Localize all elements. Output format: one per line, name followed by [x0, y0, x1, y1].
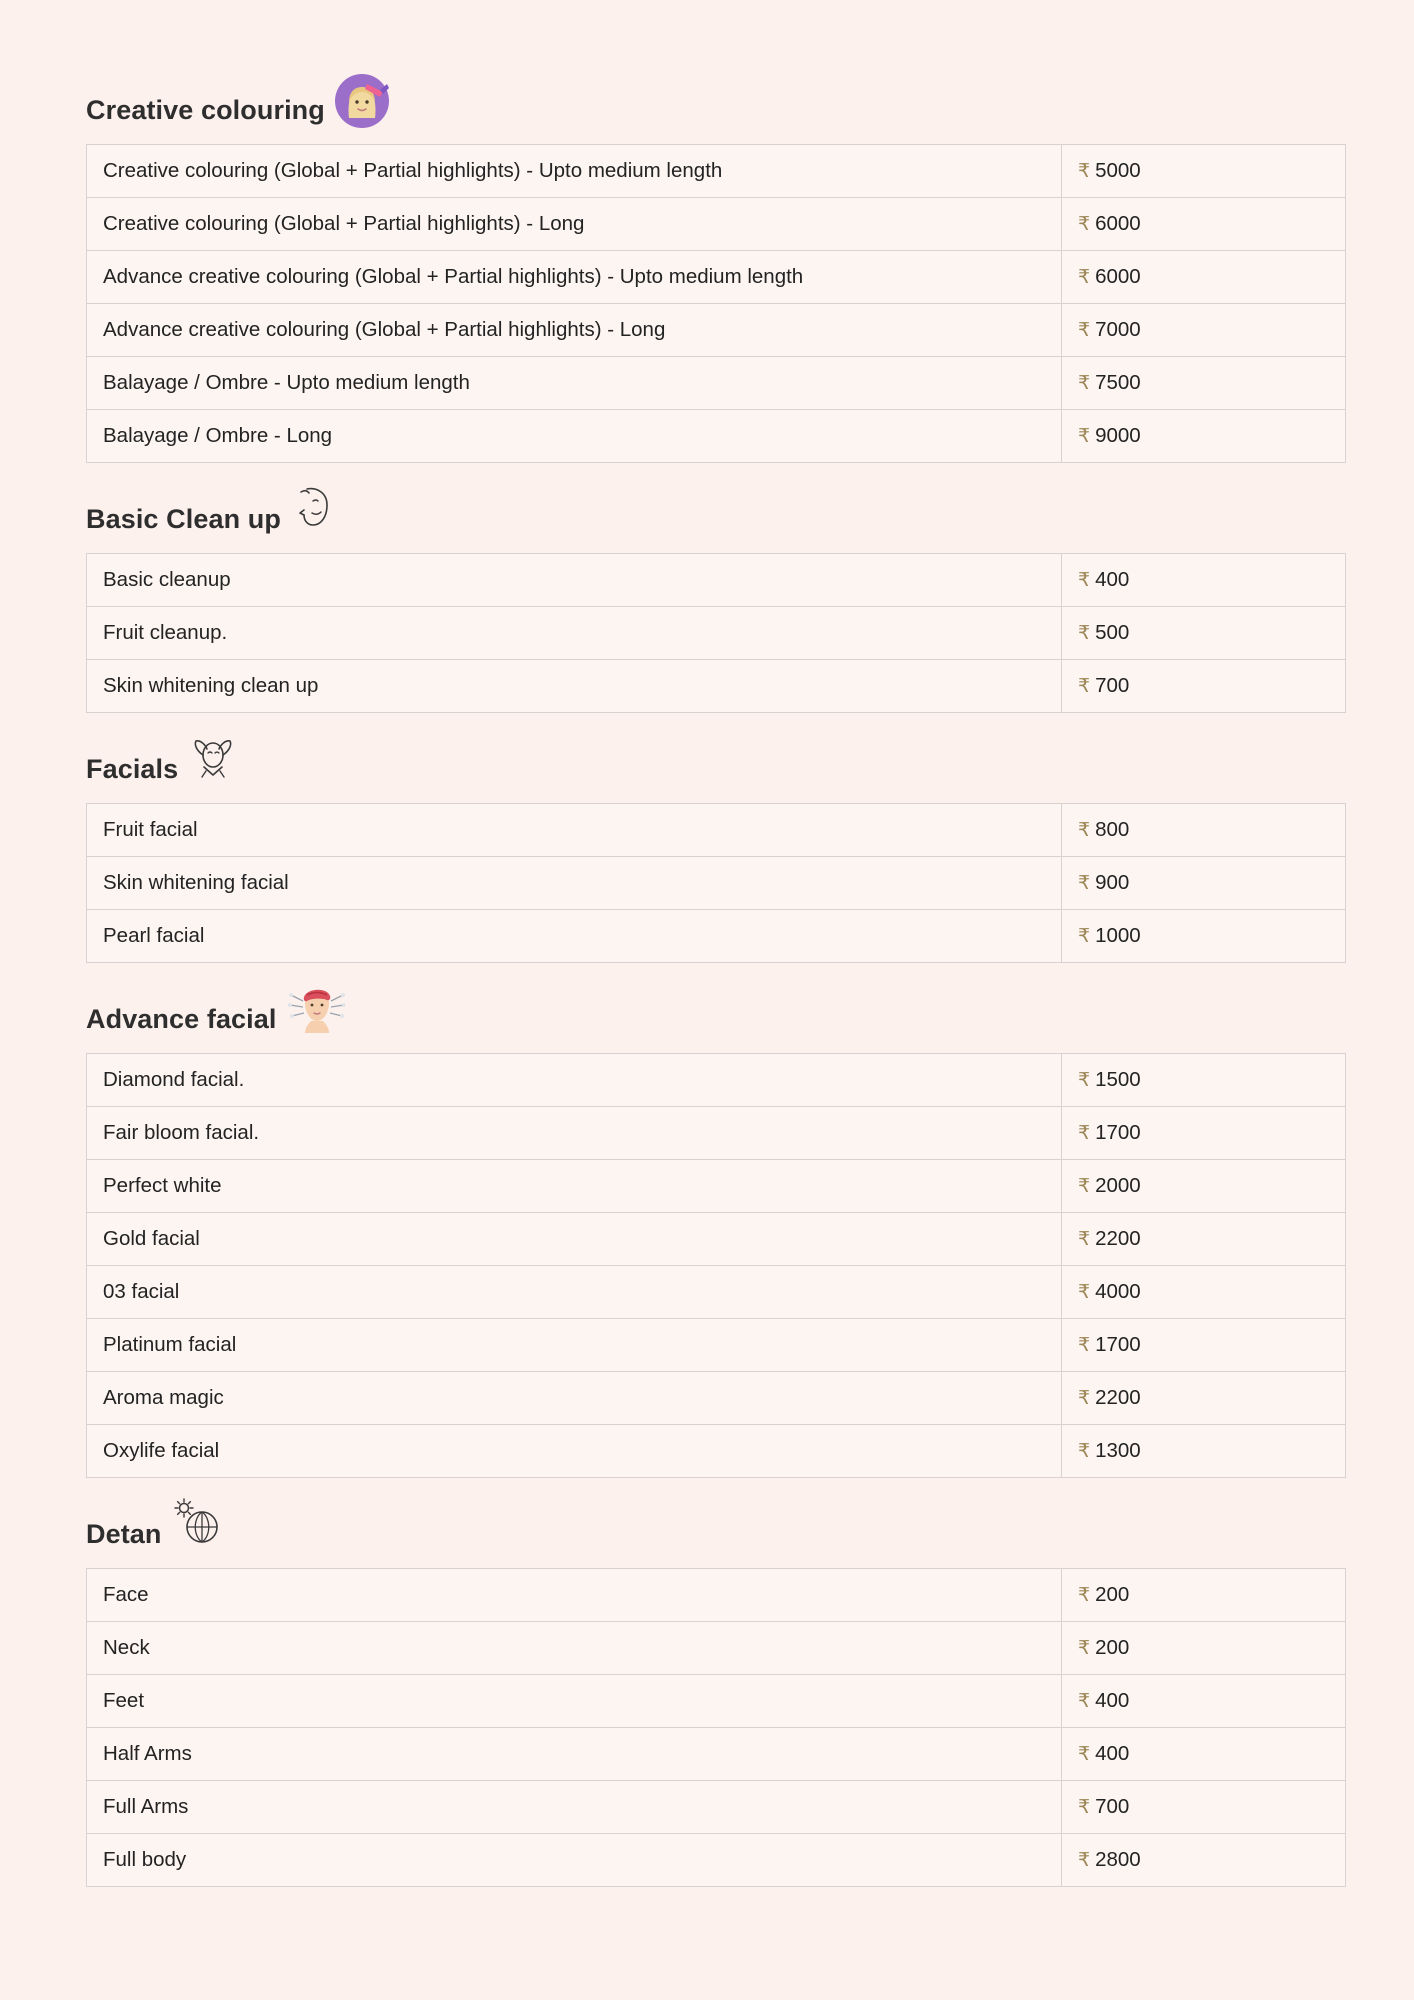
price-value: 800	[1095, 818, 1130, 841]
table-row	[87, 1781, 1346, 1834]
table-body	[87, 1054, 1346, 1478]
price-value: 900	[1095, 871, 1130, 894]
rupee-icon: ₹	[1078, 819, 1091, 841]
price-value: 1000	[1095, 924, 1141, 947]
price-value: 1700	[1095, 1121, 1141, 1144]
rupee-icon: ₹	[1078, 1334, 1091, 1356]
service-name: Fruit facial	[87, 804, 1062, 857]
service-price	[1062, 145, 1346, 198]
rupee-icon: ₹	[1078, 1796, 1091, 1818]
table-row	[87, 1213, 1346, 1266]
rupee-icon: ₹	[1078, 925, 1091, 947]
section-header	[86, 1484, 1346, 1550]
table-row	[87, 1425, 1346, 1478]
service-price	[1062, 1622, 1346, 1675]
price-value: 5000	[1095, 159, 1141, 182]
service-price	[1062, 357, 1346, 410]
service-name: Perfect white	[87, 1160, 1062, 1213]
service-price	[1062, 410, 1346, 463]
table-body	[87, 1569, 1346, 1887]
service-name: Neck	[87, 1622, 1062, 1675]
table-body	[87, 804, 1346, 963]
table-row	[87, 1319, 1346, 1372]
table-row	[87, 1675, 1346, 1728]
rupee-icon: ₹	[1078, 1228, 1091, 1250]
section-basic-clean-up	[86, 469, 1346, 713]
service-name: Full body	[87, 1834, 1062, 1887]
rupee-icon: ₹	[1078, 266, 1091, 288]
service-price	[1062, 607, 1346, 660]
price-value: 6000	[1095, 212, 1141, 235]
service-name: Feet	[87, 1675, 1062, 1728]
rupee-icon: ₹	[1078, 1849, 1091, 1871]
rupee-icon: ₹	[1078, 569, 1091, 591]
price-table	[86, 144, 1346, 463]
service-price	[1062, 1266, 1346, 1319]
service-name: Balayage / Ombre - Long	[87, 410, 1062, 463]
detan-sun-icon	[168, 1494, 230, 1556]
price-value: 2000	[1095, 1174, 1141, 1197]
table-row	[87, 304, 1346, 357]
rupee-icon: ₹	[1078, 622, 1091, 644]
service-name: 03 facial	[87, 1266, 1062, 1319]
table-row	[87, 145, 1346, 198]
table-row	[87, 410, 1346, 463]
price-value: 200	[1095, 1583, 1130, 1606]
service-price	[1062, 554, 1346, 607]
service-name: Diamond facial.	[87, 1054, 1062, 1107]
price-value: 400	[1095, 568, 1130, 591]
service-price	[1062, 1425, 1346, 1478]
table-row	[87, 804, 1346, 857]
rupee-icon: ₹	[1078, 1690, 1091, 1712]
service-price	[1062, 251, 1346, 304]
table-row	[87, 357, 1346, 410]
rupee-icon: ₹	[1078, 213, 1091, 235]
section-header	[86, 60, 1346, 126]
rupee-icon: ₹	[1078, 372, 1091, 394]
table-row	[87, 1728, 1346, 1781]
service-price	[1062, 1107, 1346, 1160]
advance-facial-icon	[283, 979, 345, 1041]
rupee-icon: ₹	[1078, 675, 1091, 697]
price-value: 500	[1095, 621, 1130, 644]
service-name: Aroma magic	[87, 1372, 1062, 1425]
table-row	[87, 660, 1346, 713]
section-title: Detan	[86, 1519, 162, 1550]
service-name: Platinum facial	[87, 1319, 1062, 1372]
service-name: Skin whitening clean up	[87, 660, 1062, 713]
service-price	[1062, 1675, 1346, 1728]
service-name: Full Arms	[87, 1781, 1062, 1834]
table-row	[87, 1160, 1346, 1213]
service-price	[1062, 660, 1346, 713]
price-value: 9000	[1095, 424, 1141, 447]
price-value: 700	[1095, 674, 1130, 697]
service-price	[1062, 1569, 1346, 1622]
price-value: 7000	[1095, 318, 1141, 341]
price-value: 700	[1095, 1795, 1130, 1818]
section-advance-facial	[86, 969, 1346, 1478]
table-row	[87, 1834, 1346, 1887]
price-table	[86, 553, 1346, 713]
section-detan	[86, 1484, 1346, 1887]
service-price	[1062, 1319, 1346, 1372]
face-cleanup-icon	[287, 479, 349, 541]
service-name: Face	[87, 1569, 1062, 1622]
table-row	[87, 1266, 1346, 1319]
table-row	[87, 554, 1346, 607]
service-name: Half Arms	[87, 1728, 1062, 1781]
rupee-icon: ₹	[1078, 1743, 1091, 1765]
service-name: Pearl facial	[87, 910, 1062, 963]
rupee-icon: ₹	[1078, 160, 1091, 182]
service-name: Skin whitening facial	[87, 857, 1062, 910]
service-price	[1062, 910, 1346, 963]
section-title: Basic Clean up	[86, 504, 281, 535]
table-body	[87, 554, 1346, 713]
service-price	[1062, 857, 1346, 910]
price-value: 1700	[1095, 1333, 1141, 1356]
table-row	[87, 857, 1346, 910]
section-title: Facials	[86, 754, 179, 785]
table-row	[87, 910, 1346, 963]
service-name: Gold facial	[87, 1213, 1062, 1266]
service-name: Basic cleanup	[87, 554, 1062, 607]
table-row	[87, 251, 1346, 304]
rupee-icon: ₹	[1078, 1440, 1091, 1462]
section-header	[86, 719, 1346, 785]
table-row	[87, 1569, 1346, 1622]
service-price	[1062, 1728, 1346, 1781]
section-facials	[86, 719, 1346, 963]
price-table	[86, 803, 1346, 963]
facial-massage-icon	[184, 729, 246, 791]
service-name: Advance creative colouring (Global + Partial highlights) - Upto medium length	[87, 251, 1062, 304]
section-title: Advance facial	[86, 1004, 277, 1035]
service-name: Advance creative colouring (Global + Partial highlights) - Long	[87, 304, 1062, 357]
table-row	[87, 1622, 1346, 1675]
price-value: 2200	[1095, 1227, 1141, 1250]
price-value: 2800	[1095, 1848, 1141, 1871]
service-price	[1062, 304, 1346, 357]
service-name: Oxylife facial	[87, 1425, 1062, 1478]
rupee-icon: ₹	[1078, 1387, 1091, 1409]
table-row	[87, 198, 1346, 251]
rupee-icon: ₹	[1078, 1281, 1091, 1303]
rupee-icon: ₹	[1078, 872, 1091, 894]
rupee-icon: ₹	[1078, 1122, 1091, 1144]
section-header	[86, 469, 1346, 535]
price-value: 6000	[1095, 265, 1141, 288]
price-value: 1300	[1095, 1439, 1141, 1462]
price-value: 2200	[1095, 1386, 1141, 1409]
service-price	[1062, 1213, 1346, 1266]
service-price	[1062, 804, 1346, 857]
section-creative-colouring	[86, 60, 1346, 463]
price-value: 400	[1095, 1742, 1130, 1765]
service-price	[1062, 1160, 1346, 1213]
table-row	[87, 607, 1346, 660]
table-row	[87, 1054, 1346, 1107]
rupee-icon: ₹	[1078, 1175, 1091, 1197]
price-table	[86, 1053, 1346, 1478]
service-price	[1062, 1781, 1346, 1834]
rupee-icon: ₹	[1078, 1069, 1091, 1091]
price-value: 1500	[1095, 1068, 1141, 1091]
price-value: 7500	[1095, 371, 1141, 394]
service-name: Creative colouring (Global + Partial highlights) - Long	[87, 198, 1062, 251]
service-name: Fruit cleanup.	[87, 607, 1062, 660]
price-value: 4000	[1095, 1280, 1141, 1303]
table-row	[87, 1107, 1346, 1160]
section-header	[86, 969, 1346, 1035]
table-row	[87, 1372, 1346, 1425]
price-value: 200	[1095, 1636, 1130, 1659]
service-price	[1062, 1054, 1346, 1107]
section-title: Creative colouring	[86, 95, 325, 126]
service-price	[1062, 1834, 1346, 1887]
price-value: 400	[1095, 1689, 1130, 1712]
table-body	[87, 145, 1346, 463]
service-price	[1062, 198, 1346, 251]
rupee-icon: ₹	[1078, 319, 1091, 341]
hair-colouring-icon	[331, 70, 393, 132]
rupee-icon: ₹	[1078, 425, 1091, 447]
service-name: Balayage / Ombre - Upto medium length	[87, 357, 1062, 410]
rupee-icon: ₹	[1078, 1637, 1091, 1659]
rupee-icon: ₹	[1078, 1584, 1091, 1606]
service-name: Fair bloom facial.	[87, 1107, 1062, 1160]
service-name: Creative colouring (Global + Partial highlights) - Upto medium length	[87, 145, 1062, 198]
price-table	[86, 1568, 1346, 1887]
service-price	[1062, 1372, 1346, 1425]
